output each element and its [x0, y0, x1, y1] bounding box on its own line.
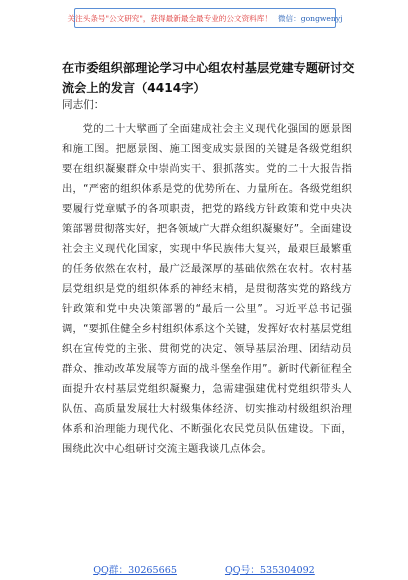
banner-wechat: 微信：gongwenyj — [277, 13, 343, 23]
footer-qq[interactable]: QQ号：535304092 — [224, 565, 315, 576]
greeting: 同志们： — [62, 99, 105, 111]
body-paragraph: 党的二十大擘画了全面建成社会主义现代化强国的愿景图和施工图。把愿景图、施工图变成实景图的关键是各级党组织要在组织凝聚群众中崇尚实干、狠抓落实。党的二十大报告指出，“严密的组织体系是党的优势所在、力量所在。各级党组织要履行党章赋予的各项职责，把党的路线方针政策和党中央决策部署贯彻落实好，把各领域广大群众组织凝聚好”。全面建设社会主义现代化国家，实现中华民族伟大复兴，最艰巨最繁重的任务依然在农村，最广泛最深厚的基础依然在农村。农村基层党组织是党的组织体系的神经末梢，是贯彻落实党的路线方针政策和党中央决策部署的“最后一公里”。习近平总书记强调，“要抓住健全乡村组织体系这个关键，发挥好农村基层党组织在宣传党的主张、贯彻党的决定、领导基层治理、团结动员群众、推动改革发展等方面的战斗堡垒作用”。新时代新征程全面提升农村基层党组织凝聚力，急需建强建优村党组织带头人队伍、高质量发展壮大村级集体经济、切实推动村级组织治理体系和治理能力现代化、不断强化农民党员队伍建设。下面，围绕此次中心组研讨交流主题我谈几点体会。 — [62, 123, 352, 455]
footer — [0, 562, 408, 576]
document-title: 在市委组织部理论学习中心组农村基层党建专题研讨交流会上的发言（4414字） — [62, 61, 355, 95]
banner-text: 关注头条号"公文研究"，获得最新最全最专业的公文资料库！ — [67, 13, 272, 23]
document-body — [62, 119, 352, 459]
header-banner — [67, 8, 343, 28]
footer-qq-group[interactable]: QQ群：30265665 — [93, 565, 177, 576]
